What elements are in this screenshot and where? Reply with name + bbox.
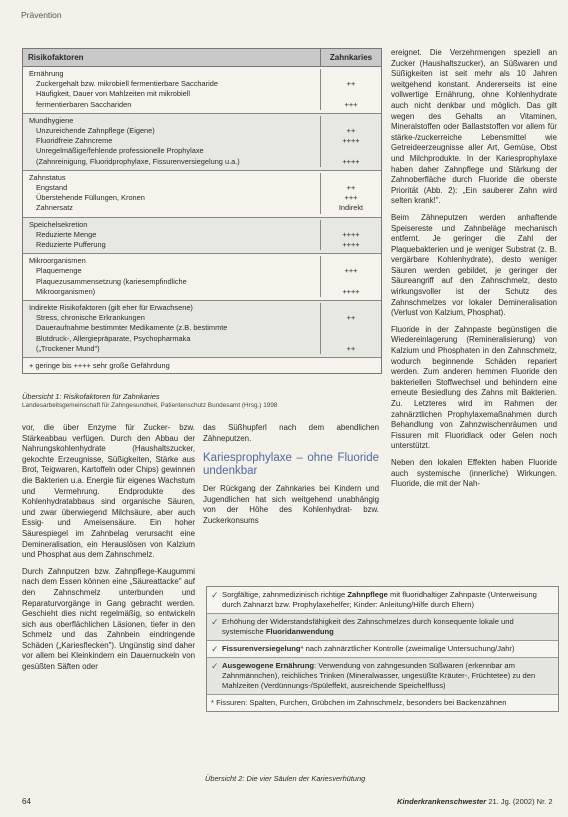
- paragraph: Durch Zahnputzen bzw. Zahnpflege-Kaugummi nach dem Essen können eine „Säureattacke" auf den Zahnschmelz unterbunden und Reparaturvorgänge in Gang gebracht werden. Geschieht dies nicht regelmäßig, so entwickeln sich aus oberflächlichen Läsionen, tiefer in den Schmelz und das Zahnbein eindringende Schäden („Kariesflecken"). Ungünstig sind daher vor allem bei Kleinkindern ein Dauernuckeln von gesüßten Säften oder: [22, 566, 195, 672]
- caries-rating-cell: ++++: [320, 157, 381, 167]
- caries-rating-cell: [320, 323, 381, 333]
- caries-rating-cell: ++++: [320, 287, 381, 297]
- paragraph: Beim Zähneputzen werden anhaftende Speisereste und Zahnbeläge mechanisch entfernt. Je geringer die Zahl der Plaquebakterien und je weniger Substrat (z. B. vergärbare Kohlenhydrate), desto weniger Säuren werden gebildet, je geringer der Säureangriff auf den Zahnschmelz, desto wirkungsvoller ist der Schutz des Zahnschmelzes vor lokaler Demineralisation (Verlust von Kalzium, Phosphat).: [391, 212, 557, 318]
- caries-rating-cell: [320, 303, 381, 313]
- table-row: [23, 89, 381, 99]
- middle-column: [203, 423, 379, 533]
- caries-rating-cell: +++: [320, 100, 381, 110]
- caries-rating-cell: ++: [320, 344, 381, 354]
- check-icon: ✓: [211, 661, 219, 671]
- risk-factor-cell: Überstehende Füllungen, Kronen: [36, 193, 145, 203]
- risk-factor-cell: Reduzierte Pufferung: [36, 240, 106, 250]
- caries-rating-cell: [320, 173, 381, 183]
- risk-factor-cell: Ernährung: [29, 69, 64, 78]
- table-row: [23, 69, 381, 79]
- header-caries: Zahnkaries: [320, 49, 381, 66]
- table-row: [23, 323, 381, 333]
- risk-factor-cell: Unzureichende Zahnpflege (Eigene): [36, 126, 155, 136]
- page-number: 64: [22, 797, 31, 806]
- table-group: [23, 67, 381, 114]
- caries-rating-cell: +++: [320, 193, 381, 203]
- table-row: [23, 136, 381, 146]
- table-row: [23, 126, 381, 136]
- caries-rating-cell: [320, 146, 381, 156]
- risk-factor-cell: Daueraufnahme bestimmter Medikamente (z.B. bestimmte: [36, 323, 228, 333]
- table-row: [23, 157, 381, 167]
- table-group: [23, 114, 381, 171]
- caries-rating-cell: [320, 334, 381, 344]
- caries-rating-cell: [320, 256, 381, 266]
- caries-rating-cell: Indirekt: [320, 203, 381, 213]
- risk-factor-cell: Mundhygiene: [29, 115, 74, 125]
- check-icon: ✓: [211, 644, 219, 654]
- risk-factor-cell: Zahnstatus: [29, 172, 66, 182]
- risk-factor-cell: fermentierbaren Sacchariden: [36, 99, 132, 109]
- caries-rating-cell: ++++: [320, 240, 381, 250]
- paragraph: vor, die über Enzyme für Zucker- bzw. Stärkeabbau verfügen. Durch den Abbau der Nahrungskohlenhydrate (Haushaltszucker, gekochte Erzeugnisse, Süßigkeiten, Stärke aus Brot, Teigwaren, Kartoffeln oder Chips) gewinnen die Bakterien u.a. Energie für eigenes Wachstum und Vermehrung. Endprodukte des Kohlenhydratabbaus sind organische Säuren, und zwar überwiegend Milchsäure, aber auch Essig- und Ameisensäure. Ein hoher Säurespiegel im Zahnbelag verursacht eine Demineralisation, ein Herauslösen von Kalzium und Phosphat aus dem Zahnschmelz.: [22, 423, 195, 560]
- table-row: [23, 116, 381, 126]
- risk-factor-cell: Plaquezusammensetzung (kariesempfindliche: [36, 276, 187, 286]
- caries-rating-cell: ++: [320, 79, 381, 89]
- risk-factor-cell: Blutdruck-, Allergiepräparate, Psychopharmaka: [36, 333, 191, 343]
- risk-factor-cell: Engstand: [36, 183, 68, 193]
- table-row: [23, 287, 381, 297]
- caries-rating-cell: ++: [320, 126, 381, 136]
- check-icon: ✓: [211, 617, 219, 627]
- caries-rating-cell: ++: [320, 183, 381, 193]
- caries-rating-cell: [320, 116, 381, 126]
- table-row: [23, 344, 381, 354]
- caption-1: Übersicht 1: Risikofaktoren für Zahnkaries: [22, 392, 160, 401]
- table-row: [23, 220, 381, 230]
- table-row: [23, 334, 381, 344]
- risk-factor-cell: Plaquemenge: [36, 266, 82, 276]
- table-group: [23, 218, 381, 255]
- caries-prevention-box: [206, 586, 559, 712]
- risk-factors-table: [22, 48, 382, 374]
- table-row: [23, 266, 381, 276]
- table-group: [23, 254, 381, 301]
- left-column: [22, 423, 195, 679]
- caries-rating-cell: +++: [320, 266, 381, 276]
- table-row: [23, 230, 381, 240]
- risk-factor-cell: („Trockener Mund"): [36, 343, 100, 353]
- caries-rating-cell: ++++: [320, 230, 381, 240]
- table-row: [23, 183, 381, 193]
- paragraph: das Süßhupferl nach dem abendlichen Zähneputzen.: [203, 423, 379, 443]
- table-row: [23, 240, 381, 250]
- table-row: [23, 256, 381, 266]
- risk-factor-cell: Zuckergehalt bzw. mikrobiell fermentierbare Saccharide: [36, 79, 218, 89]
- risk-factor-cell: Indirekte Risikofaktoren (gilt eher für Erwachsene): [29, 303, 193, 313]
- table-footnote: + geringe bis ++++ sehr große Gefährdung: [29, 361, 170, 371]
- table-row: [23, 203, 381, 213]
- risk-factor-cell: Zahnersatz: [36, 203, 73, 213]
- caries-rating-cell: ++: [320, 313, 381, 323]
- table-row: [23, 193, 381, 203]
- caries-rating-cell: ++++: [320, 136, 381, 146]
- risk-factor-cell: Fluoridfreie Zahncreme: [36, 136, 113, 146]
- table-row: [23, 173, 381, 183]
- risk-factor-cell: (Zahnreinigung, Fluoridprophylaxe, Fissurenversiegelung u.a.): [36, 156, 240, 166]
- table-row: [23, 146, 381, 156]
- risk-factor-cell: Mikroorganismen): [36, 286, 96, 296]
- section-heading: Kariesprophylaxe – ohne Fluoride undenkbar: [203, 452, 379, 478]
- caries-rating-cell: [320, 69, 381, 79]
- paragraph: Fluoride in der Zahnpaste begünstigen die Wiedereinlagerung (Remineralisierung) von Kalzium und Phosphaten in den Zahnschmelz, wodurch beginnende Schäden repariert werden. Zum anderen hemmen Fluoride den bakteriellen Stoffwechsel und behindern eine erneute Besiedlung des Zahns mit Bakterien. Zu. Letzteres wird im Rahmen der zahnärztlichen Prophylaxemaßnahmen durch Behandlung von Zahnzwischenräumen und Fissuren mit Fluoridlack oder Gelen noch unterstützt.: [391, 324, 557, 451]
- risk-factor-cell: Unregelmäßige/fehlende professionelle Prophylaxe: [36, 146, 204, 156]
- caries-rating-cell: [320, 89, 381, 99]
- table-row: [23, 277, 381, 287]
- running-header: Prävention: [21, 10, 62, 20]
- caries-rating-cell: [320, 220, 381, 230]
- table-row: [23, 79, 381, 89]
- journal-footer: Kinderkrankenschwester 21. Jg. (2002) Nr. 2: [397, 797, 553, 806]
- box-item: ✓ Ausgewogene Ernährung: Verwendung von zahngesunden Süßwaren (erkennbar am Zahnmännchen), reichliches Trinken (Mineralwasser, ungesüßte Kräuter-, Früchtetee) zu den Mahlzeiten (Verdünnungs-/Spüleffekt, ausreichende Speichelfluss): [207, 658, 558, 695]
- paragraph: ereignet. Die Verzehrmengen speziell an Zucker (Haushaltszucker), an Süßwaren und Süßigkeiten ist seit mehr als 10 Jahren weitgehend konstant. Andererseits ist eine vollwertige Ernährung, ohne Kohlenhydrate auch nicht denkbar und möglich. Das gilt wegen des Gehalts an Vitaminen, Mineralstoffen oder Ballaststoffen vor allem für stärke-/zuckerreiche Lebensmittel wie Getreideerzeugnisse aller Art, Gemüse, Obst und Milchprodukte. In der Kariesprophylaxe haben daher Zahnpflege und Stärkung der Zahnoberfläche durch Fluoride die oberste Priorität (Abb. 2): „Ein sauberer Zahn wird selten krank!".: [391, 48, 557, 206]
- caption-1-source: Landesarbeitsgemeinschaft für Zahngesundheit, Patientenschutz Bundesamt (Hrsg.) 1998: [22, 402, 278, 409]
- risk-factor-cell: Mikroorganismen: [29, 256, 86, 266]
- box-footnote: * Fissuren: Spalten, Furchen, Grübchen im Zahnschmelz, besonders bei Backenzähnen: [211, 698, 507, 707]
- risk-factor-cell: Häufigkeit, Dauer von Mahlzeiten mit mikrobiell: [36, 89, 191, 99]
- paragraph: Neben den lokalen Effekten haben Fluoride auch systemische (innerliche) Wirkungen. Fluoride, die mit der Nah-: [391, 457, 557, 489]
- risk-factor-cell: Speichelsekretion: [29, 219, 88, 229]
- paragraph: Der Rückgang der Zahnkaries bei Kindern und Jugendlichen hat sich weitgehend unabhängig von der Höhe des Kohlenhydrat- bzw. Zuckerkonsums: [203, 484, 379, 525]
- table-row: [23, 100, 381, 110]
- table-header: [23, 49, 381, 67]
- table-body: [23, 67, 381, 358]
- risk-factor-cell: Reduzierte Menge: [36, 229, 97, 239]
- table-group: [23, 171, 381, 218]
- table-row: [23, 313, 381, 323]
- box-item: ✓ Fissurenversiegelung* nach zahnärztlicher Kontrolle (zweimalige Untersuchung/Jahr): [207, 641, 558, 658]
- caries-rating-cell: [320, 277, 381, 287]
- caption-2: Übersicht 2: Die vier Säulen der Kariesverhütung: [205, 774, 366, 783]
- box-item: ✓ Sorgfältige, zahnmedizinisch richtige Zahnpflege mit fluoridhaltiger Zahnpaste (Unterweisung durch Zahnarzt bzw. Prophylaxehelfer; Kinder: Anleitung/Hilfe durch Eltern): [207, 587, 558, 614]
- table-row: [23, 303, 381, 313]
- right-column: [391, 48, 557, 496]
- box-item: ✓ Erhöhung der Widerstandsfähigkeit des Zahnschmelzes durch konsequente lokale und systemische Fluoridanwendung: [207, 614, 558, 641]
- header-risk-factors: Risikofaktoren: [28, 53, 84, 62]
- table-group: [23, 301, 381, 358]
- check-icon: ✓: [211, 590, 219, 600]
- risk-factor-cell: Stress, chronische Erkrankungen: [36, 313, 145, 323]
